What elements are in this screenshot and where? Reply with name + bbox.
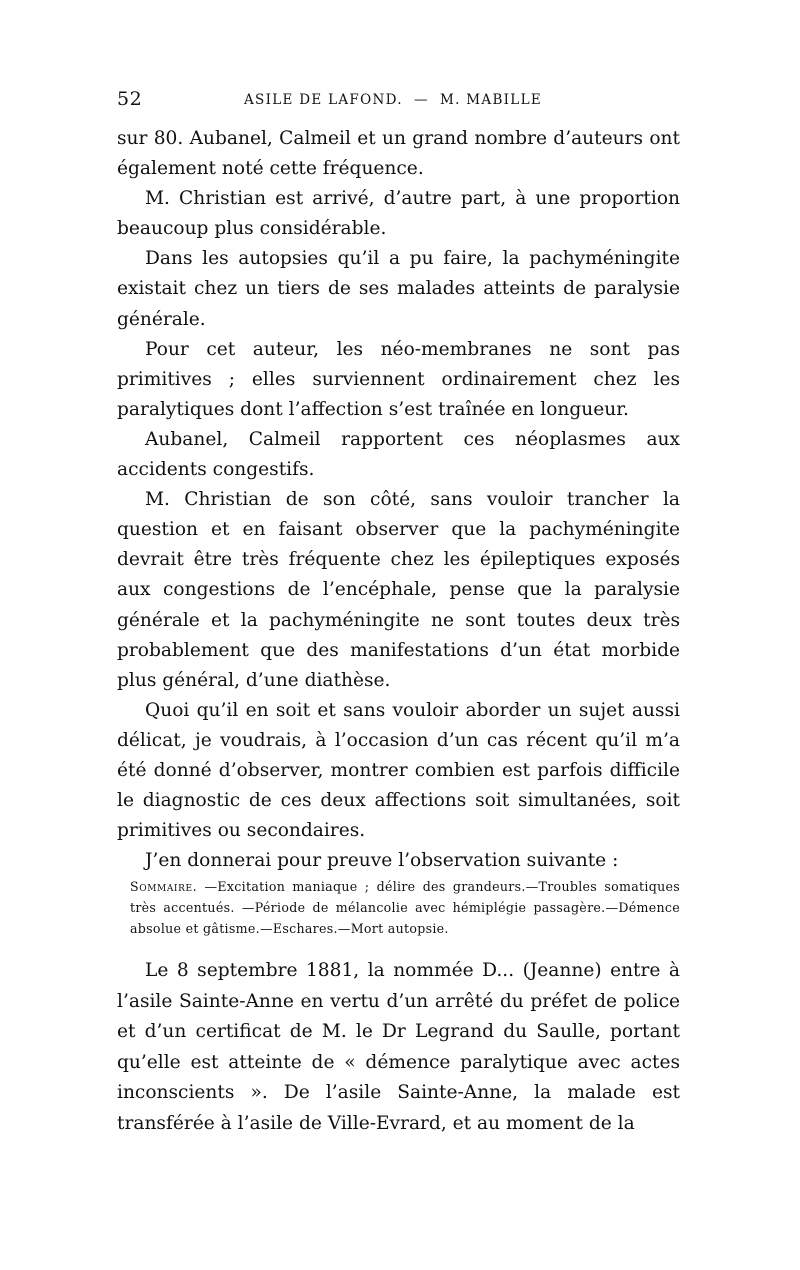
summary-text: —Excitation maniaque ; délire des grandeurs.—Troubles somatiques très accentués. —Période de mélancolie avec hémiplégie passagère.—Démence absolue et gâtisme.—Eschares.—Mort autopsie. <box>130 879 680 936</box>
paragraph: Dans les autopsies qu’il a pu faire, la pachyméningite existait chez un tiers de ses malades atteints de paralysie générale. <box>117 248 680 330</box>
summary-label: Sommaire. <box>130 879 198 894</box>
observation-paragraph: Le 8 septembre 1881, la nommée D... (Jeanne) entre à l’asile Sainte-Anne en vertu d’un arrêté du préfet de police et d’un certificat de M. le Dr Legrand du Saulle, portant qu’elle est atteinte de « démence paralytique avec actes inconscients ». De l’asile Sainte-Anne, la malade est transférée à l’asile de Ville-Evrard, et au moment de la <box>117 960 680 1134</box>
page-header <box>117 88 680 114</box>
case-summary <box>130 876 680 939</box>
page-number: 52 <box>117 88 143 110</box>
paragraph: M. Christian de son côté, sans vouloir trancher la question et en faisant observer que la pachyméningite devrait être très fréquente chez les épileptiques exposés aux congestions de l’encéphale, pense que la paralysie générale et la pachyméningite ne sont toutes deux très probablement que des manifestations d’un état morbide plus général, d’une diathèse. <box>117 489 680 691</box>
running-head: ASILE DE LAFOND. — M. MABILLE <box>244 92 542 108</box>
paragraph: Aubanel, Calmeil rapportent ces néoplasmes aux accidents congestifs. <box>117 428 680 481</box>
paragraph: sur 80. Aubanel, Calmeil et un grand nombre d’auteurs ont également noté cette fréquence. <box>117 128 680 180</box>
paragraph: J’en donnerai pour preuve l’observation suivante : <box>145 850 619 872</box>
observation-text <box>117 956 680 1139</box>
paragraph: M. Christian est arrivé, d’autre part, à une proportion beaucoup plus considérable. <box>117 188 680 240</box>
body-text <box>117 124 680 876</box>
paragraph: Pour cet auteur, les néo-membranes ne sont pas primitives ; elles surviennent ordinairement chez les paralytiques dont l’affection s’est traînée en longueur. <box>117 338 680 420</box>
paragraph: Quoi qu’il en soit et sans vouloir aborder un sujet aussi délicat, je voudrais, à l’occasion d’un cas récent qu’il m’a été donné d’observer, montrer combien est parfois difficile le diagnostic de ces deux affections soit simultanées, soit primitives ou secondaires. <box>117 699 680 842</box>
